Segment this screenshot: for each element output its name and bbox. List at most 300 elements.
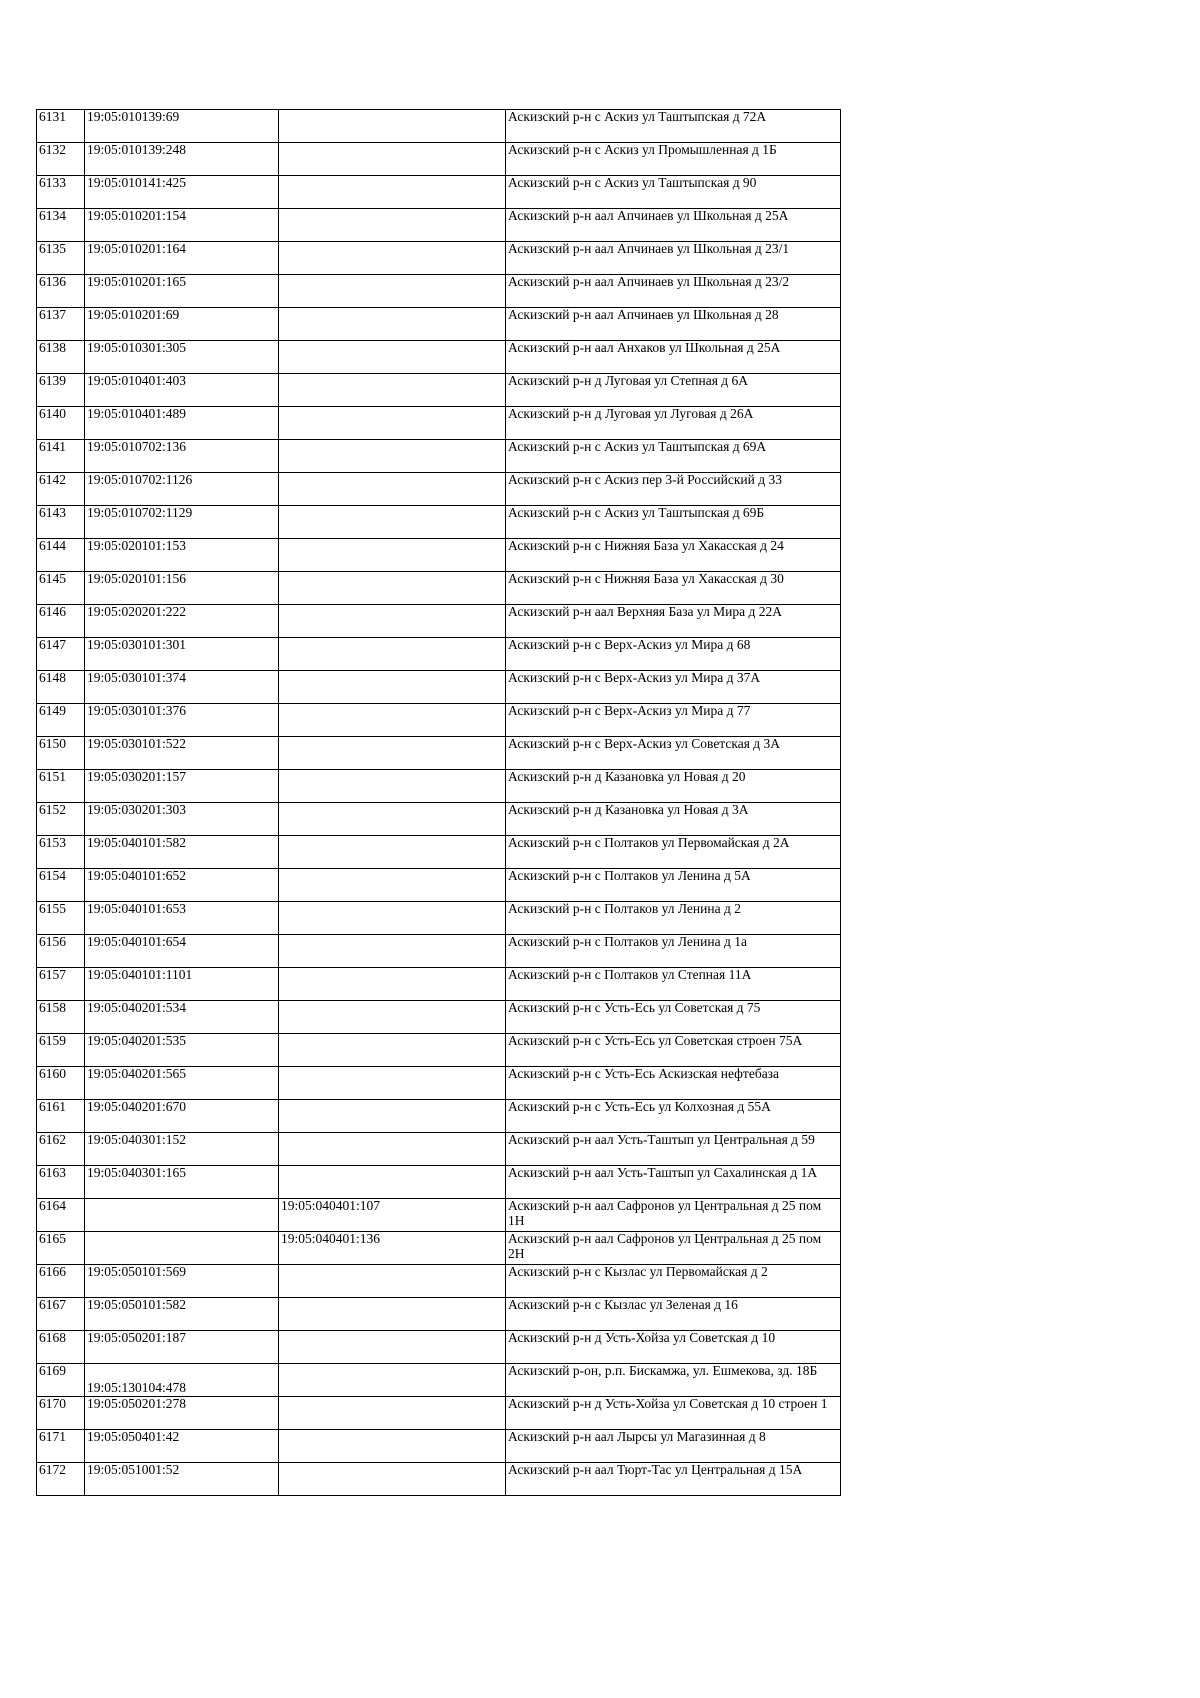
premises-cadastral-number-cell [279, 704, 506, 737]
row-number-cell [37, 1463, 85, 1496]
row-number-cell [37, 902, 85, 935]
address-text: Аскизский р-н аал Усть-Таштып ул Центральная д 59 [508, 1132, 815, 1147]
cadastral-number-cell [85, 1463, 279, 1496]
cadastral-number-cell [85, 671, 279, 704]
row-number-cell [37, 341, 85, 374]
cadastral-number-cell [85, 1364, 279, 1397]
address-text: Аскизский р-н д Луговая ул Степная д 6А [508, 373, 749, 388]
address-text: Аскизский р-н с Усть-Есь ул Колхозная д 55А [508, 1099, 771, 1114]
premises-cadastral-number-cell [279, 209, 506, 242]
table-row [37, 1364, 841, 1397]
row-number-cell [37, 737, 85, 770]
premises-cadastral-number-cell [279, 902, 506, 935]
cadastral-number-cell [85, 572, 279, 605]
premises-cadastral-number-cell [279, 737, 506, 770]
row-number-text: 6168 [39, 1330, 66, 1345]
address-cell [506, 935, 841, 968]
address-cell [506, 770, 841, 803]
address-cell [506, 1265, 841, 1298]
row-number-cell [37, 275, 85, 308]
cadastral-number-cell [85, 110, 279, 143]
table-row [37, 1100, 841, 1133]
premises-cadastral-number-cell [279, 1100, 506, 1133]
address-text: Аскизский р-н д Усть-Хойза ул Советская д 10 [508, 1330, 776, 1345]
row-number-text: 6150 [39, 736, 66, 751]
cadastral-number-text: 19:05:010201:154 [87, 208, 187, 223]
table-row [37, 1298, 841, 1331]
row-number-text: 6144 [39, 538, 66, 553]
cadastral-number-cell [85, 1067, 279, 1100]
address-cell [506, 605, 841, 638]
cadastral-number-cell [85, 242, 279, 275]
address-cell [506, 1034, 841, 1067]
premises-cadastral-number-cell [279, 1166, 506, 1199]
row-number-cell [37, 440, 85, 473]
row-number-cell [37, 770, 85, 803]
table-row [37, 407, 841, 440]
address-text: Аскизский р-н аал Сафронов ул Центральная д 25 пом 1Н [508, 1198, 822, 1228]
table-row [37, 1397, 841, 1430]
premises-cadastral-number-cell [279, 1199, 506, 1232]
cadastral-number-cell [85, 1298, 279, 1331]
cadastral-number-text: 19:05:050201:278 [87, 1396, 187, 1411]
cadastral-number-text: 19:05:040101:654 [87, 934, 187, 949]
premises-cadastral-number-cell [279, 275, 506, 308]
cadastral-number-text: 19:05:020201:222 [87, 604, 187, 619]
address-cell [506, 671, 841, 704]
cadastral-number-text: 19:05:040201:534 [87, 1000, 187, 1015]
cadastral-number-text: 19:05:040201:565 [87, 1066, 187, 1081]
cadastral-number-cell [85, 1397, 279, 1430]
address-text: Аскизский р-н аал Лырсы ул Магазинная д 8 [508, 1429, 766, 1444]
cadastral-number-cell [85, 374, 279, 407]
address-text: Аскизский р-н с Полтаков ул Ленина д 5А [508, 868, 751, 883]
row-number-text: 6143 [39, 505, 66, 520]
row-number-cell [37, 176, 85, 209]
address-text: Аскизский р-н с Кызлас ул Первомайская д 2 [508, 1264, 768, 1279]
table-row [37, 1034, 841, 1067]
table-row [37, 473, 841, 506]
row-number-cell [37, 1199, 85, 1232]
address-cell [506, 440, 841, 473]
row-number-text: 6152 [39, 802, 66, 817]
row-number-cell [37, 1430, 85, 1463]
address-cell [506, 308, 841, 341]
cadastral-number-text: 19:05:010201:69 [87, 307, 180, 322]
address-text: Аскизский р-н с Аскиз ул Таштыпская д 90 [508, 175, 757, 190]
address-cell [506, 176, 841, 209]
row-number-text: 6135 [39, 241, 66, 256]
cadastral-number-cell [85, 935, 279, 968]
premises-cadastral-number-cell [279, 1232, 506, 1265]
row-number-text: 6132 [39, 142, 66, 157]
cadastral-number-cell [85, 770, 279, 803]
cadastral-number-cell [85, 1166, 279, 1199]
row-number-text: 6169 [39, 1363, 66, 1378]
premises-cadastral-number-cell [279, 935, 506, 968]
address-text: Аскизский р-н с Верх-Аскиз ул Мира д 37А [508, 670, 761, 685]
address-text: Аскизский р-он, р.п. Бискамжа, ул. Ешмекова, зд. 18Б [508, 1363, 818, 1378]
cadastral-number-cell [85, 869, 279, 902]
cadastral-number-text: 19:05:020101:153 [87, 538, 187, 553]
premises-cadastral-number-cell [279, 506, 506, 539]
address-text: Аскизский р-н аал Сафронов ул Центральная д 25 пом 2Н [508, 1231, 822, 1261]
cadastral-number-cell [85, 275, 279, 308]
cadastral-number-cell [85, 704, 279, 737]
address-text: Аскизский р-н с Аскиз пер 3-й Российский д 33 [508, 472, 783, 487]
row-number-cell [37, 572, 85, 605]
address-cell [506, 1100, 841, 1133]
cadastral-number-text: 19:05:040201:535 [87, 1033, 187, 1048]
cadastral-number-text: 19:05:020101:156 [87, 571, 187, 586]
table-row [37, 1067, 841, 1100]
row-number-cell [37, 1166, 85, 1199]
row-number-cell [37, 671, 85, 704]
cadastral-number-text: 19:05:030201:303 [87, 802, 187, 817]
address-cell [506, 572, 841, 605]
row-number-text: 6149 [39, 703, 66, 718]
premises-cadastral-number-text: 19:05:040401:136 [281, 1231, 381, 1246]
table-row [37, 1463, 841, 1496]
table-row [37, 308, 841, 341]
row-number-text: 6167 [39, 1297, 66, 1312]
address-cell [506, 1166, 841, 1199]
row-number-cell [37, 1034, 85, 1067]
premises-cadastral-number-cell [279, 638, 506, 671]
table-row [37, 506, 841, 539]
premises-cadastral-number-cell [279, 407, 506, 440]
cadastral-number-cell [85, 308, 279, 341]
premises-cadastral-number-cell [279, 374, 506, 407]
cadastral-number-text: 19:05:010301:305 [87, 340, 187, 355]
row-number-text: 6148 [39, 670, 66, 685]
table-row [37, 1133, 841, 1166]
row-number-cell [37, 209, 85, 242]
row-number-cell [37, 935, 85, 968]
cadastral-number-cell [85, 1034, 279, 1067]
address-cell [506, 341, 841, 374]
address-cell [506, 506, 841, 539]
premises-cadastral-number-cell [279, 143, 506, 176]
address-text: Аскизский р-н аал Апчинаев ул Школьная д 23/2 [508, 274, 790, 289]
cadastral-number-text: 19:05:040101:653 [87, 901, 187, 916]
premises-cadastral-number-cell [279, 1298, 506, 1331]
table-row [37, 638, 841, 671]
address-text: Аскизский р-н д Казановка ул Новая д 20 [508, 769, 746, 784]
premises-cadastral-number-cell [279, 440, 506, 473]
cadastral-number-text: 19:05:040201:670 [87, 1099, 187, 1114]
table-row [37, 1199, 841, 1232]
cadastral-number-cell [85, 341, 279, 374]
row-number-text: 6156 [39, 934, 66, 949]
address-text: Аскизский р-н с Полтаков ул Степная 11А [508, 967, 752, 982]
cadastral-number-cell [85, 836, 279, 869]
row-number-text: 6147 [39, 637, 66, 652]
cadastral-number-text: 19:05:010702:1126 [87, 472, 193, 487]
premises-cadastral-number-cell [279, 605, 506, 638]
table-row [37, 1232, 841, 1265]
row-number-cell [37, 1133, 85, 1166]
property-registry-table [36, 109, 841, 1496]
address-text: Аскизский р-н с Усть-Есь ул Советская строен 75А [508, 1033, 803, 1048]
address-text: Аскизский р-н аал Усть-Таштып ул Сахалинская д 1А [508, 1165, 818, 1180]
row-number-text: 6139 [39, 373, 66, 388]
address-cell [506, 1232, 841, 1265]
cadastral-number-text: 19:05:040301:152 [87, 1132, 187, 1147]
table-row [37, 1001, 841, 1034]
cadastral-number-cell [85, 1232, 279, 1265]
address-cell [506, 242, 841, 275]
cadastral-number-cell [85, 803, 279, 836]
row-number-cell [37, 110, 85, 143]
cadastral-number-cell [85, 1331, 279, 1364]
premises-cadastral-number-cell [279, 1364, 506, 1397]
table-row [37, 836, 841, 869]
cadastral-number-text: 19:05:010702:1129 [87, 505, 193, 520]
cadastral-number-text: 19:05:030101:376 [87, 703, 187, 718]
address-cell [506, 110, 841, 143]
address-cell [506, 1364, 841, 1397]
cadastral-number-cell [85, 605, 279, 638]
cadastral-number-text: 19:05:010139:69 [87, 109, 180, 124]
table-row [37, 671, 841, 704]
row-number-text: 6163 [39, 1165, 66, 1180]
row-number-text: 6171 [39, 1429, 66, 1444]
table-row [37, 605, 841, 638]
row-number-text: 6160 [39, 1066, 66, 1081]
address-text: Аскизский р-н аал Верхняя База ул Мира д 22А [508, 604, 783, 619]
cadastral-number-text: 19:05:040301:165 [87, 1165, 187, 1180]
row-number-text: 6172 [39, 1462, 66, 1477]
row-number-text: 6137 [39, 307, 66, 322]
row-number-cell [37, 869, 85, 902]
premises-cadastral-number-cell [279, 1265, 506, 1298]
cadastral-number-text: 19:05:050401:42 [87, 1429, 180, 1444]
premises-cadastral-number-cell [279, 1331, 506, 1364]
cadastral-number-text: 19:05:030101:301 [87, 637, 187, 652]
address-text: Аскизский р-н с Верх-Аскиз ул Советская д 3А [508, 736, 781, 751]
cadastral-number-cell [85, 1001, 279, 1034]
address-cell [506, 1397, 841, 1430]
premises-cadastral-number-cell [279, 1067, 506, 1100]
table-row [37, 572, 841, 605]
row-number-text: 6141 [39, 439, 66, 454]
address-text: Аскизский р-н с Аскиз ул Таштыпская д 69Б [508, 505, 765, 520]
premises-cadastral-number-cell [279, 473, 506, 506]
cadastral-number-cell [85, 968, 279, 1001]
cadastral-number-text: 19:05:010201:164 [87, 241, 187, 256]
cadastral-number-text: 19:05:030201:157 [87, 769, 187, 784]
table-row [37, 209, 841, 242]
row-number-cell [37, 143, 85, 176]
cadastral-number-text: 19:05:040101:652 [87, 868, 187, 883]
address-text: Аскизский р-н с Нижняя База ул Хакасская д 30 [508, 571, 784, 586]
address-text: Аскизский р-н д Луговая ул Луговая д 26А [508, 406, 754, 421]
address-text: Аскизский р-н аал Тюрт-Тас ул Центральная д 15А [508, 1462, 803, 1477]
premises-cadastral-number-cell [279, 242, 506, 275]
premises-cadastral-number-cell [279, 968, 506, 1001]
row-number-cell [37, 968, 85, 1001]
row-number-text: 6157 [39, 967, 66, 982]
premises-cadastral-number-text: 19:05:040401:107 [281, 1198, 381, 1213]
row-number-cell [37, 1265, 85, 1298]
address-cell [506, 1199, 841, 1232]
table-row [37, 704, 841, 737]
row-number-cell [37, 242, 85, 275]
address-cell [506, 374, 841, 407]
row-number-cell [37, 704, 85, 737]
premises-cadastral-number-cell [279, 770, 506, 803]
row-number-cell [37, 374, 85, 407]
cadastral-number-cell [85, 506, 279, 539]
registry-table-body [37, 110, 841, 1496]
address-cell [506, 1133, 841, 1166]
row-number-text: 6164 [39, 1198, 66, 1213]
cadastral-number-cell [85, 407, 279, 440]
cadastral-number-text: 19:05:010401:489 [87, 406, 187, 421]
address-cell [506, 1067, 841, 1100]
address-cell [506, 473, 841, 506]
table-row [37, 275, 841, 308]
cadastral-number-cell [85, 1133, 279, 1166]
table-row [37, 539, 841, 572]
premises-cadastral-number-cell [279, 1397, 506, 1430]
address-text: Аскизский р-н аал Апчинаев ул Школьная д 23/1 [508, 241, 790, 256]
row-number-text: 6140 [39, 406, 66, 421]
address-text: Аскизский р-н аал Апчинаев ул Школьная д 28 [508, 307, 779, 322]
row-number-text: 6161 [39, 1099, 66, 1114]
table-row [37, 1265, 841, 1298]
cadastral-number-cell [85, 1265, 279, 1298]
cadastral-number-text: 19:05:030101:374 [87, 670, 187, 685]
cadastral-number-cell [85, 473, 279, 506]
row-number-cell [37, 308, 85, 341]
premises-cadastral-number-cell [279, 836, 506, 869]
table-row [37, 341, 841, 374]
cadastral-number-cell [85, 209, 279, 242]
row-number-text: 6166 [39, 1264, 66, 1279]
address-cell [506, 737, 841, 770]
address-cell [506, 836, 841, 869]
table-row [37, 1331, 841, 1364]
address-cell [506, 902, 841, 935]
row-number-cell [37, 1001, 85, 1034]
table-row [37, 737, 841, 770]
address-text: Аскизский р-н с Усть-Есь ул Советская д 75 [508, 1000, 761, 1015]
cadastral-number-cell [85, 902, 279, 935]
premises-cadastral-number-cell [279, 671, 506, 704]
row-number-text: 6170 [39, 1396, 66, 1411]
address-cell [506, 704, 841, 737]
table-row [37, 1166, 841, 1199]
row-number-text: 6162 [39, 1132, 66, 1147]
table-row [37, 869, 841, 902]
premises-cadastral-number-cell [279, 572, 506, 605]
table-row [37, 968, 841, 1001]
premises-cadastral-number-cell [279, 308, 506, 341]
address-text: Аскизский р-н с Верх-Аскиз ул Мира д 68 [508, 637, 751, 652]
row-number-cell [37, 1397, 85, 1430]
address-cell [506, 638, 841, 671]
row-number-text: 6154 [39, 868, 66, 883]
address-text: Аскизский р-н с Полтаков ул Первомайская д 2А [508, 835, 790, 850]
row-number-text: 6142 [39, 472, 66, 487]
table-row [37, 242, 841, 275]
address-cell [506, 275, 841, 308]
cadastral-number-text: 19:05:050101:582 [87, 1297, 187, 1312]
row-number-text: 6165 [39, 1231, 66, 1246]
address-cell [506, 1463, 841, 1496]
address-text: Аскизский р-н аал Апчинаев ул Школьная д 25А [508, 208, 789, 223]
premises-cadastral-number-cell [279, 1133, 506, 1166]
row-number-cell [37, 539, 85, 572]
table-row [37, 935, 841, 968]
address-text: Аскизский р-н с Полтаков ул Ленина д 1а [508, 934, 747, 949]
premises-cadastral-number-cell [279, 341, 506, 374]
row-number-text: 6134 [39, 208, 66, 223]
table-row [37, 1430, 841, 1463]
address-cell [506, 869, 841, 902]
cadastral-number-cell [85, 737, 279, 770]
row-number-cell [37, 1364, 85, 1397]
row-number-text: 6146 [39, 604, 66, 619]
address-cell [506, 407, 841, 440]
address-text: Аскизский р-н с Полтаков ул Ленина д 2 [508, 901, 741, 916]
row-number-cell [37, 836, 85, 869]
table-row [37, 143, 841, 176]
premises-cadastral-number-cell [279, 1430, 506, 1463]
table-row [37, 902, 841, 935]
row-number-cell [37, 473, 85, 506]
row-number-text: 6155 [39, 901, 66, 916]
cadastral-number-cell [85, 440, 279, 473]
row-number-text: 6151 [39, 769, 66, 784]
address-cell [506, 209, 841, 242]
cadastral-number-text: 19:05:010702:136 [87, 439, 187, 454]
address-cell [506, 143, 841, 176]
row-number-cell [37, 1331, 85, 1364]
address-cell [506, 968, 841, 1001]
cadastral-number-text: 19:05:040101:582 [87, 835, 187, 850]
premises-cadastral-number-cell [279, 869, 506, 902]
cadastral-number-cell [85, 638, 279, 671]
row-number-cell [37, 638, 85, 671]
cadastral-number-cell [85, 1100, 279, 1133]
cadastral-number-text: 19:05:030101:522 [87, 736, 187, 751]
address-text: Аскизский р-н с Усть-Есь Аскизская нефтебаза [508, 1066, 780, 1081]
cadastral-number-text: 19:05:010139:248 [87, 142, 187, 157]
address-cell [506, 1298, 841, 1331]
cadastral-number-cell [85, 1430, 279, 1463]
address-text: Аскизский р-н с Нижняя База ул Хакасская д 24 [508, 538, 784, 553]
address-text: Аскизский р-н аал Анхаков ул Школьная д 25А [508, 340, 781, 355]
cadastral-number-text: 19:05:010401:403 [87, 373, 187, 388]
premises-cadastral-number-cell [279, 539, 506, 572]
premises-cadastral-number-cell [279, 176, 506, 209]
table-row [37, 374, 841, 407]
cadastral-number-cell [85, 539, 279, 572]
cadastral-number-text: 19:05:051001:52 [87, 1462, 180, 1477]
row-number-text: 6131 [39, 109, 66, 124]
row-number-cell [37, 407, 85, 440]
cadastral-number-text: 19:05:040101:1101 [87, 967, 193, 982]
cadastral-number-text: 19:05:050201:187 [87, 1330, 187, 1345]
row-number-text: 6138 [39, 340, 66, 355]
row-number-cell [37, 1232, 85, 1265]
table-row [37, 803, 841, 836]
address-text: Аскизский р-н с Верх-Аскиз ул Мира д 77 [508, 703, 751, 718]
row-number-text: 6145 [39, 571, 66, 586]
